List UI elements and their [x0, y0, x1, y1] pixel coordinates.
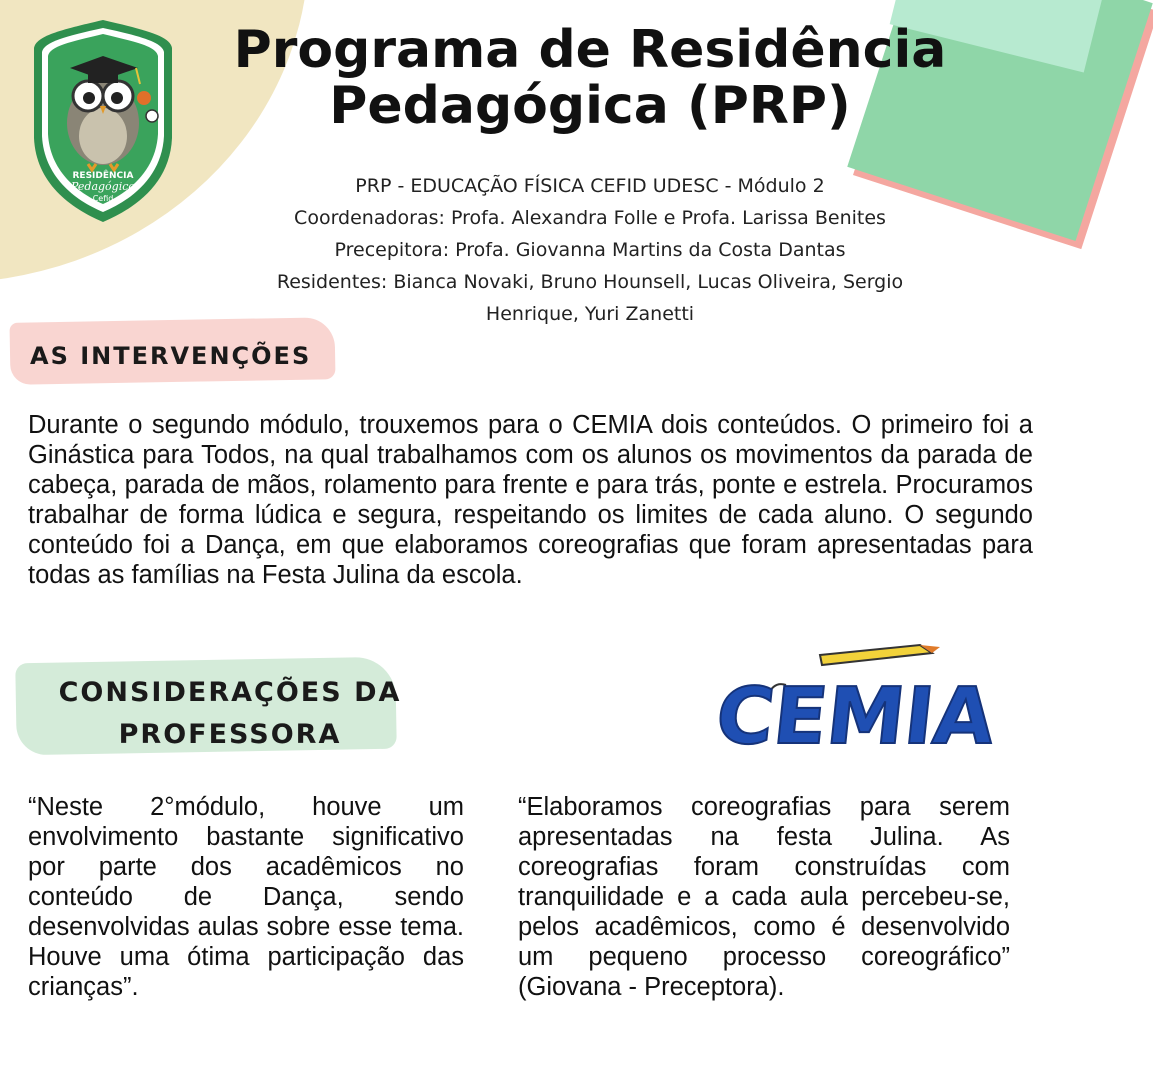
info-line: Residentes: Bianca Novaki, Bruno Hounsell, Lucas Oliveira, Sergio: [276, 271, 904, 293]
cemia-logo-text: CEMIA: [711, 671, 999, 762]
logo-text-line3: Cefid: [92, 194, 114, 203]
title-line-1: Programa de Residência: [233, 20, 947, 80]
section-heading-intervencoes: AS INTERVENÇÕES: [30, 342, 312, 370]
info-line: PRP - EDUCAÇÃO FÍSICA CEFID UDESC - Módulo 2: [355, 175, 825, 197]
info-line: Coordenadoras: Profa. Alexandra Folle e Profa. Larissa Benites: [294, 207, 886, 229]
section-paragraph: Durante o segundo módulo, trouxemos para o CEMIA dois conteúdos. O primeiro foi a Ginástica para Todos, na qual trabalhamos com os alunos os movimentos da parada de cabeça, parada de mãos, rolamento para frente e para trás, ponte e estrela. Procuramos trabalhar de forma lúdica e segura, respeitando os limites de cada aluno. O segundo conteúdo foi a Dança, em que elaboramos coreografias que foram apresentadas para todas as famílias na Festa Julina da escola.: [28, 411, 1033, 589]
heading-line-2: PROFESSORA: [118, 719, 342, 750]
heading-line-1: CONSIDERAÇÕES DA: [58, 677, 402, 708]
section-heading-consideracoes: [30, 672, 430, 756]
info-line: Henrique, Yuri Zanetti: [485, 303, 695, 325]
logo-text-line1: RESIDÊNCIA: [72, 171, 134, 181]
quote-right: “Elaboramos coreografias para serem apresentadas na festa Julina. As coreografias foram construídas com tranquilidade e a cada aula percebeu-se, pelos acadêmicos, como é desenvolvido um pequeno processo coreográfico” (Giovana - Preceptora).: [518, 793, 1010, 1001]
cemia-logo-icon: [711, 625, 999, 765]
page-title: [190, 22, 990, 134]
info-line: Precepitora: Profa. Giovanna Martins da Costa Dantas: [334, 239, 846, 261]
owl-graduation-badge-icon: [30, 18, 176, 224]
title-line-2: Pedagógica (PRP): [329, 76, 851, 136]
logo-text-line2: Pedagógico: [70, 180, 136, 193]
program-info: [190, 170, 990, 330]
quote-left: “Neste 2°módulo, houve um envolvimento bastante significativo por parte dos acadêmicos no conteúdo de Dança, sendo desenvolvidas aulas sobre esse tema. Houve uma ótima participação das crianças”.: [28, 793, 464, 1001]
